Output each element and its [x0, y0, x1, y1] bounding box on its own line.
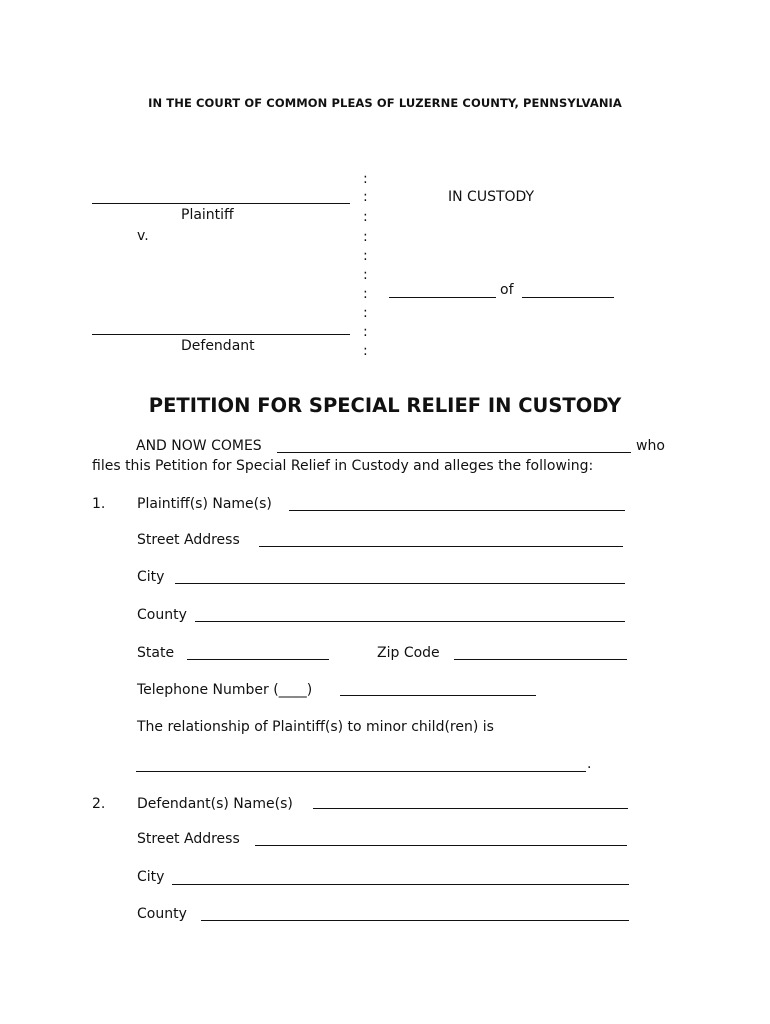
plaintiff-name-field[interactable] [289, 510, 625, 511]
defendant-county-label: County [137, 906, 187, 922]
plaintiff-city-label: City [137, 569, 165, 585]
case-type-label: IN CUSTODY [448, 189, 535, 205]
relationship-period: . [587, 756, 592, 772]
colon-mark: : [363, 267, 368, 283]
plaintiff-street-field[interactable] [259, 546, 623, 547]
plaintiff-state-label: State [137, 645, 175, 661]
plaintiff-county-label: County [137, 607, 187, 623]
plaintiff-phone-field[interactable] [340, 695, 536, 696]
defendant-label: Defendant [181, 338, 255, 354]
plaintiff-zip-field[interactable] [454, 659, 627, 660]
versus-label: v. [137, 228, 149, 244]
plaintiff-county-field[interactable] [195, 621, 625, 622]
colon-mark: : [363, 209, 368, 225]
defendant-city-label: City [137, 869, 165, 885]
colon-mark: : [363, 343, 368, 359]
defendant-city-field[interactable] [172, 884, 629, 885]
and-now-comes-label: AND NOW COMES [136, 438, 262, 454]
plaintiff-name-label: Plaintiff(s) Name(s) [137, 496, 272, 512]
who-label: who [636, 438, 665, 454]
plaintiff-signature-line[interactable] [92, 203, 350, 204]
plaintiff-label: Plaintiff [181, 207, 234, 223]
colon-mark: : [363, 229, 368, 245]
plaintiff-city-field[interactable] [175, 583, 625, 584]
relationship-label: The relationship of Plaintiff(s) to minor child(ren) is [137, 719, 494, 735]
defendant-name-label: Defendant(s) Name(s) [137, 796, 293, 812]
colon-mark: : [363, 171, 368, 187]
term-number-field[interactable] [389, 297, 496, 298]
plaintiff-phone-label: Telephone Number (____) [137, 682, 313, 698]
defendant-street-field[interactable] [255, 845, 627, 846]
colon-mark: : [363, 189, 368, 205]
defendant-name-field[interactable] [313, 808, 628, 809]
plaintiff-zip-label: Zip Code [377, 645, 440, 661]
colon-mark: : [363, 324, 368, 340]
defendant-signature-line[interactable] [92, 334, 350, 335]
defendant-county-field[interactable] [201, 920, 629, 921]
term-of-label: of [500, 282, 514, 298]
defendant-street-label: Street Address [137, 831, 240, 847]
section-1-number: 1. [92, 496, 106, 512]
colon-mark: : [363, 305, 368, 321]
section-2-number: 2. [92, 796, 106, 812]
plaintiff-street-label: Street Address [137, 532, 240, 548]
intro-second-line: files this Petition for Special Relief in Custody and alleges the following: [92, 458, 594, 474]
plaintiff-state-field[interactable] [187, 659, 329, 660]
colon-mark: : [363, 248, 368, 264]
colon-mark: : [363, 286, 368, 302]
petition-title: PETITION FOR SPECIAL RELIEF IN CUSTODY [148, 394, 622, 417]
petitioner-name-field[interactable] [277, 452, 631, 453]
relationship-field[interactable] [136, 771, 586, 772]
term-year-field[interactable] [522, 297, 614, 298]
court-heading: IN THE COURT OF COMMON PLEAS OF LUZERNE COUNTY, PENNSYLVANIA [148, 96, 622, 110]
